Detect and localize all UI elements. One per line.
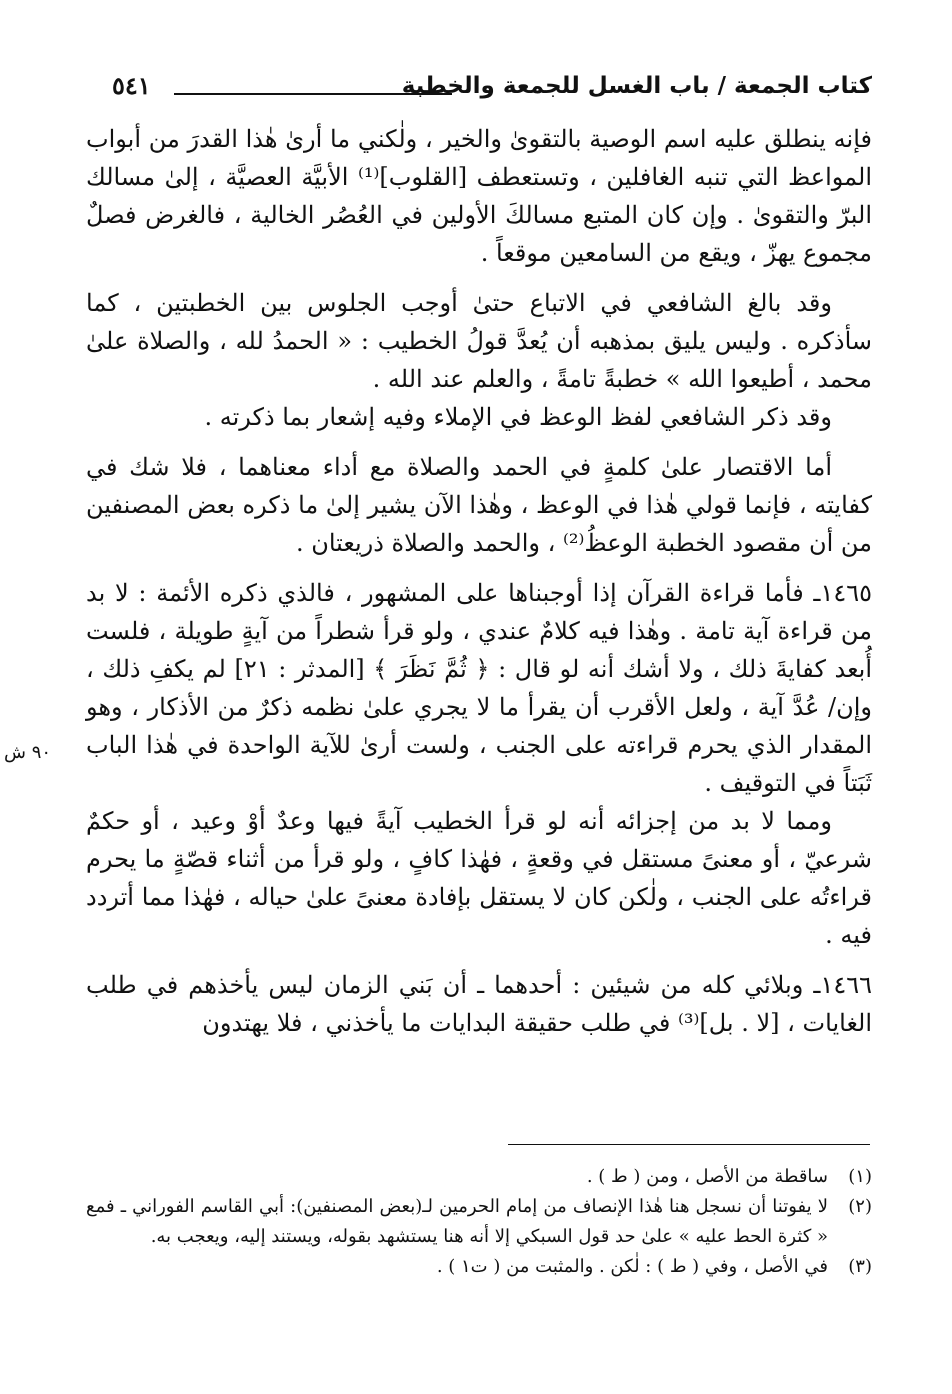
footnote-2-text: لا يفوتنا أن نسجل هنا هٰذا الإنصاف من إمام الحرمين لـ(بعض المصنفين): أبي القاسم الفوراني ـ فمع « كثرة الحط عليه » علىٰ حد قول السبكي إلا أنه هنا يستشهد بقوله، ويستند إليه، ويعجب به. [86, 1196, 828, 1247]
footnotes [86, 1162, 872, 1282]
paragraph-3: وقد ذكر الشافعي لفظ الوعظ في الإملاء وفيه إشعار بما ذكرته . [204, 403, 832, 431]
footnote-separator [508, 1144, 870, 1145]
footnote-2 [86, 1192, 872, 1252]
manuscript-folio-note: ٩٠ ش [4, 742, 52, 763]
paragraph-5: ومما لا بد من إجزائه أنه لو قرأ الخطيب آيةً فيها وعدٌ أوْ وعيد ، أو حكمٌ شرعيّ ، أو معنىً مستقل في وقعةٍ ، فهٰذا كافٍ ، ولو قرأ من أثناء قصّةٍ ما يحرم قراءتُه على الجنب ، ولٰكن كان لا يستقل بإفادة معنىً علىٰ حياله ، فهٰذا مما أتردد فيه . [86, 807, 872, 949]
footnote-1 [86, 1162, 872, 1192]
paragraph-1466: ١٤٦٦ـ وبلائي كله من شيئين : أحدهما ـ أن بَني الزمان ليس يأخذهم في طلب الغايات ، [لا . بل]⁽³⁾ في طلب حقيقة البدايات ما يأخذني ، فلا يهتدون [86, 971, 872, 1037]
paragraph-2: وقد بالغ الشافعي في الاتباع حتىٰ أوجب الجلوس بين الخطبتين ، كما سأذكره . وليس يليق بمذهبه أن يُعدَّ قولُ الخطيب : « الحمدُ لله ، والصلاة علىٰ محمد ، أطيعوا الله » خطبةً تامةً ، والعلم عند الله . [86, 289, 872, 393]
page-number: ٥٤١ [112, 71, 151, 100]
footnote-1-mark: (١) [848, 1166, 872, 1187]
header-rule [174, 93, 452, 95]
paragraph-1: فإنه ينطلق عليه اسم الوصية بالتقوىٰ والخير ، ولٰكني ما أرىٰ هٰذا القدرَ من أبواب المواعظ التي تنبه الغافلين ، وتستعطف [القلوب]⁽¹⁾ الأبيَّة العصيَّة ، إلىٰ مسالك البرّ والتقوىٰ . وإن كان المتبع مسالكَ الأولين في العُصُر الخالية ، فالغرض فصلٌ مجموع يهزّ ، ويقع من السامعين موقعاً . [86, 125, 873, 267]
footnote-2-mark: (٢) [848, 1196, 872, 1217]
main-text [86, 120, 872, 1042]
paragraph-1465: ١٤٦٥ـ فأما قراءة القرآن إذا أوجبناها على المشهور ، فالذي ذكره الأئمة : لا بد من قراءة آية تامة . وهٰذا فيه كلامٌ عندي ، ولو قرأ شطراً من آيةٍ طويلة ، فلست أُبعد كفايةَ ذلك ، ولا أشك أنه لو قال : ﴿ ثُمَّ نَظَرَ ﴾ [المدثر : ٢١] لم يكفِ ذلك ، وإن/ عُدَّ آية ، ولعل الأقرب أن يقرأ ما لا يجري علىٰ نظمه ذكرٌ من الأذكار ، وهو المقدار الذي يحرم قراءته على الجنب ، ولست أرىٰ للآية الواحدة في هٰذا الباب ثَبَتاً في التوقيف . [86, 579, 873, 797]
paragraph-4: أما الاقتصار علىٰ كلمةٍ في الحمد والصلاة مع أداء معناهما ، فلا شك في كفايته ، فإنما قولي هٰذا في الوعظ ، وهٰذا الآن يشير إلىٰ ما ذكره بعض المصنفين من أن مقصود الخطبة الوعظُ⁽²⁾ ، والحمد والصلاة ذريعتان . [86, 453, 872, 557]
footnote-3 [86, 1252, 872, 1282]
chapter-title: كتاب الجمعة / باب الغسل للجمعة والخطبة [401, 73, 872, 99]
running-header [112, 66, 872, 106]
footnote-3-mark: (٣) [848, 1256, 872, 1277]
footnote-3-text: في الأصل ، وفي ( ط ) : لٰكن . والمثبت من ( ت١ ) . [436, 1256, 828, 1277]
footnote-1-text: ساقطة من الأصل ، ومن ( ط ) . [586, 1166, 828, 1187]
